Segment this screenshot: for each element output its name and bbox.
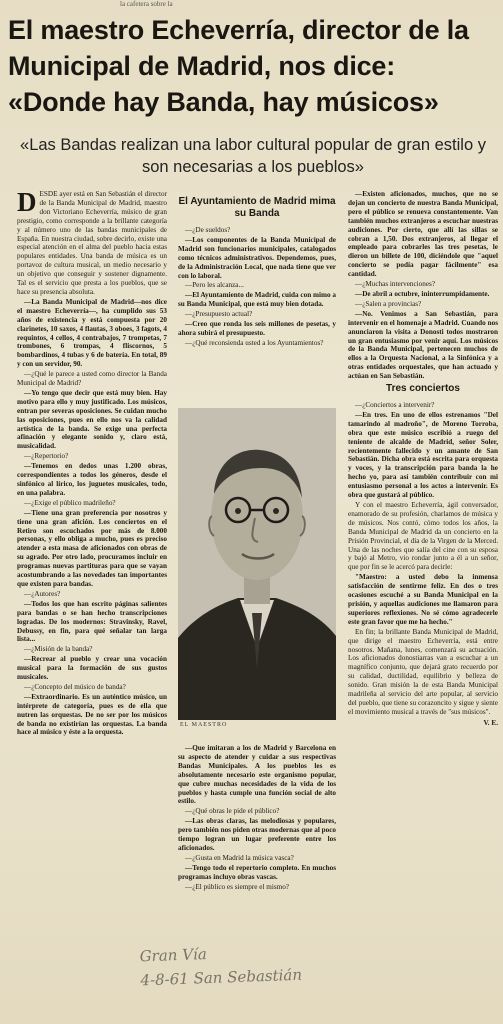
paragraph: —Tenemos en dedos unas 1.200 obras, correspondientes a todos los géneros, desde el sinfónico al lírico, los juguetes musicales, todo, en una palabra. — [17, 462, 167, 497]
paragraph: ESDE ayer está en San Sebastián el director de la Banda Municipal de Madrid, maestro don Victoriano Echeverría, músico de gran prestigio, como corresponde a la brillante categoría y al número uno de las bandas municipales de España. En nuestra ciudad, sobre decirlo, existe una especial atención en el alma del pueblo hacia estas populares entidades. Una banda de música es un portavoz de cultura musical, un medio necesario y un objetivo que conseguir y sostener dignamente. Tal es el servicio que presta a los pueblos, que se hace su presencia absoluta. — [17, 190, 167, 296]
handwritten-line-2: 4-8-61 San Sebastián — [140, 965, 303, 990]
paragraph: —Creo que ronda los seis millones de pesetas, y ahora subirá el presupuesto. — [178, 320, 336, 337]
paragraph: —¿Concepto del músico de banda? — [24, 682, 126, 691]
section-title-ayuntamiento: El Ayuntamiento de Madrid mima su Banda — [178, 196, 336, 219]
author-signature: V. E. — [483, 718, 498, 727]
paragraph: —¿Qué obras le pide el público? — [185, 807, 280, 816]
paragraph: —¿Qué le parece a usted como director la Banda Municipal de Madrid? — [17, 370, 167, 388]
paragraph: —¿Gusta en Madrid la música vasca? — [185, 853, 294, 862]
column-1-text — [17, 190, 167, 737]
article-subhead: «Las Bandas realizan una labor cultural popular de gran estilo y son necesarias a los pueblos» — [20, 136, 486, 176]
paragraph: —¿Autores? — [24, 589, 61, 598]
paragraph: Y con el maestro Echeverría, ágil conversador, enamorado de su profesión, charlamos de música y de músicos. Nos contó, cómo todos los años, la Banda Municipal de Madrid da un concierto en la Prisión Provincial, el día de la Virgen de la Merced. Una de las noches que salía del cine con su esposa y bajó al Metro, vio rondar junto a él a un señor, que por fin se le acercó para decirle: — [348, 501, 498, 572]
handwritten-line-1: Gran Vía — [139, 945, 208, 966]
paragraph: —Las obras claras, las melodiosas y populares, pero también nos piden otras modernas que al poco tiempo logran un lugar preferente entre los aficionados. — [178, 817, 336, 852]
article-headline: El maestro Echeverría, director de la Municipal de Madrid, nos dice: «Donde hay Banda, hay músicos» — [8, 15, 469, 117]
paragraph: —Tiene una gran preferencia por nosotros y tiene una gran afición. Los conciertos en el Retiro son escuchados por más de 8.000 personas, y ello obliga a mucho, pues es preciso atender a esta masa de aficionados con obras de su agrado. Por otro lado, procuramos incluir en programas nuevas partituras para que se vayan acostumbrando a las novedades tan importantes que existen para bandas. — [17, 508, 167, 588]
drop-cap: D — [17, 190, 37, 217]
paragraph: —Pero les alcanza... — [185, 281, 244, 290]
paragraph: En fin; la brillante Banda Municipal de Madrid, que dirige el maestro Echeverría, está entre nosotros. Mañana, lunes, comenzará su actuación. Los aficionados donostiarras van a escuchar a un magnífico conjunto, que dejará grato recuerdo por su calidad, ductilidad, equilibrio y belleza de sonido. Gran misión la de esta Banda Municipal madrileña al servicio del arte popular, al servicio del pueblo, que tiene su corazoncito y sigue y siente el movimiento musical a través de "sus músicos". — [348, 627, 498, 716]
photo-caption: EL MAESTRO — [180, 722, 228, 728]
column-2-top — [178, 194, 336, 404]
paragraph: —Todos los que han escrito páginas salientes para bandas o se han hecho transcripciones logradas. De los modernos: Stravinsky, Ravel, Debussy, en fin, para qué señalar tan larga lista... — [17, 599, 167, 644]
top-cut-line: la cafetera sobre la — [120, 0, 173, 8]
paragraph: —¿Misión de la banda? — [24, 645, 93, 654]
paragraph: —Que imitaran a los de Madrid y Barcelona en su aspecto de atender y cuidar a sus respectivas Bandas Municipales. A los pueblos les es absolutamente necesario este organismo popular, que cubre muchas necesidades de la vida de los pueblos y hasta cumple una función social de alto estilo. — [178, 744, 336, 806]
paragraph: —El Ayuntamiento de Madrid, cuida con mimo a su Banda Municipal, que está muy bien dotada. — [178, 291, 336, 309]
paragraph: —¿El público es siempre el mismo? — [185, 882, 289, 891]
paragraph: —¿Qué reconsienda usted a los Ayuntamientos? — [185, 338, 324, 347]
paragraph: —¿Presupuesto actual? — [185, 310, 253, 319]
paragraph: "Maestro: a usted debo la inmensa satisfacción de sentirme feliz. En dos o tres ocasiones escuché a su Banda Municipal en la prisión, y aquellas audiciones me llamaron para superiores reflexiones. No sé cómo agradecerle este gran favor que me ha hecho." — [348, 573, 498, 626]
paragraph: —Extraordinario. Es un auténtico músico, un intérprete de categoría, pues es de ella que nutren las orquestas. De no ser por los músicos de banda no existirían las orquestas. La banda hace al músico y éste a la orquesta. — [17, 692, 167, 737]
section-title-tres-conciertos: Tres conciertos — [386, 383, 460, 395]
column-2-bottom-text — [178, 744, 336, 892]
paragraph: —¿Salen a provincias? — [355, 299, 422, 308]
paragraph: —Existen aficionados, muchos, que no se dejan un concierto de nuestra Banda Municipal, pero el público se renueva constantemente. Van también muchos extranjeros a escuchar nuestras audiciones. Por cierto, que allí las sillas se cobran a 1,50. Dos extranjeros, al llegar el empleado para cobrarles las tres pesetas, le dieron un billete de 100, diciéndole que "aquel concierto se podía pagar fácilmente" esa cantidad. — [348, 190, 498, 279]
portrait-photo — [178, 408, 336, 720]
paragraph: —¿Conciertos a intervenir? — [355, 401, 435, 410]
paragraph: —De abril a octubre, ininterrumpidamente. — [355, 289, 490, 298]
column-2-top-text — [178, 226, 336, 348]
paragraph: —Tengo todo el repertorio completo. En muchos programas incluyo obras vascas. — [178, 863, 336, 881]
handwritten-annotation — [139, 936, 391, 993]
paragraph: —¿Repertorio? — [24, 452, 69, 461]
column-3-bottom-text — [348, 401, 498, 717]
column-1 — [17, 190, 167, 980]
paragraph: —Recrear al pueblo y crear una vocación musical para la formación de sus gustos musicales. — [17, 655, 167, 682]
paragraph: —La Banda Municipal de Madrid—nos dice el maestro Echeverría—, ha cumplido sus 53 años de existencia y está compuesta por 20 clarinetes, 10 saxos, 4 flautas, 3 oboes, 3 fagots, 4 requintos, 4 cellos, 4 contrabajos, 7 trompetas, 7 trombones, 6 trompas, 4 fliscornos, 5 bombardinos, 4 tubas y 6 de batería. En total, 89 y con un servidor, 90. — [17, 297, 167, 369]
paragraph: —En tres. En uno de ellos estrenamos "Del tamarindo al madroño", de Moreno Torroba, obra que este músico escribió a ruego del teniente de alcalde de Madrid, señor Soler, recientemente fallecido y un amante de San Sebastián. Dicha obra está escrita para orquesta y voces, y la transcripción para banda la he hecho yo, para así también contribuir con mi entusiasmo personal a los actos a intervenir. Es obra que gustará al público. — [348, 410, 498, 500]
paragraph: —Yo tengo que decir que está muy bien. Hay motivo para ello y muy justificado. Los músicos, entran por severas oposiciones. Se cuidan mucho las oposiciones, pues en ello nos va la calidad artística de la banda. Se exige una perfecta afinación y elegante sonido y, claro está, musicalidad. — [17, 388, 167, 451]
paragraph: —Los componentes de la Banda Municipal de Madrid son funcionarios municipales, catalogados como técnicos administrativos. Dependemos, pues, de la Administración Local, que nada tiene que ver con lo laboral. — [178, 235, 336, 280]
column-3-top-text — [348, 190, 498, 381]
paragraph: —No. Venimos a San Sebastián, para intervenir en el homenaje a Madrid. Cuando nos anunciaron la visita a Donosti todos mostraron un gran entusiasmo por venir aquí. Los músicos de la Banda Municipal, pertenecen muchos de ellos a la Orquesta Nacional, a la Sinfónica y a otras entidades orquestales, que han actuado y actúan en San Sebastián. — [348, 309, 498, 381]
paragraph: —¿Muchas intervenciones? — [355, 280, 436, 289]
paragraph: —¿De sueldos? — [185, 226, 231, 234]
column-3 — [348, 190, 498, 990]
paragraph: —¿Exige el público madrileño? — [24, 498, 116, 507]
